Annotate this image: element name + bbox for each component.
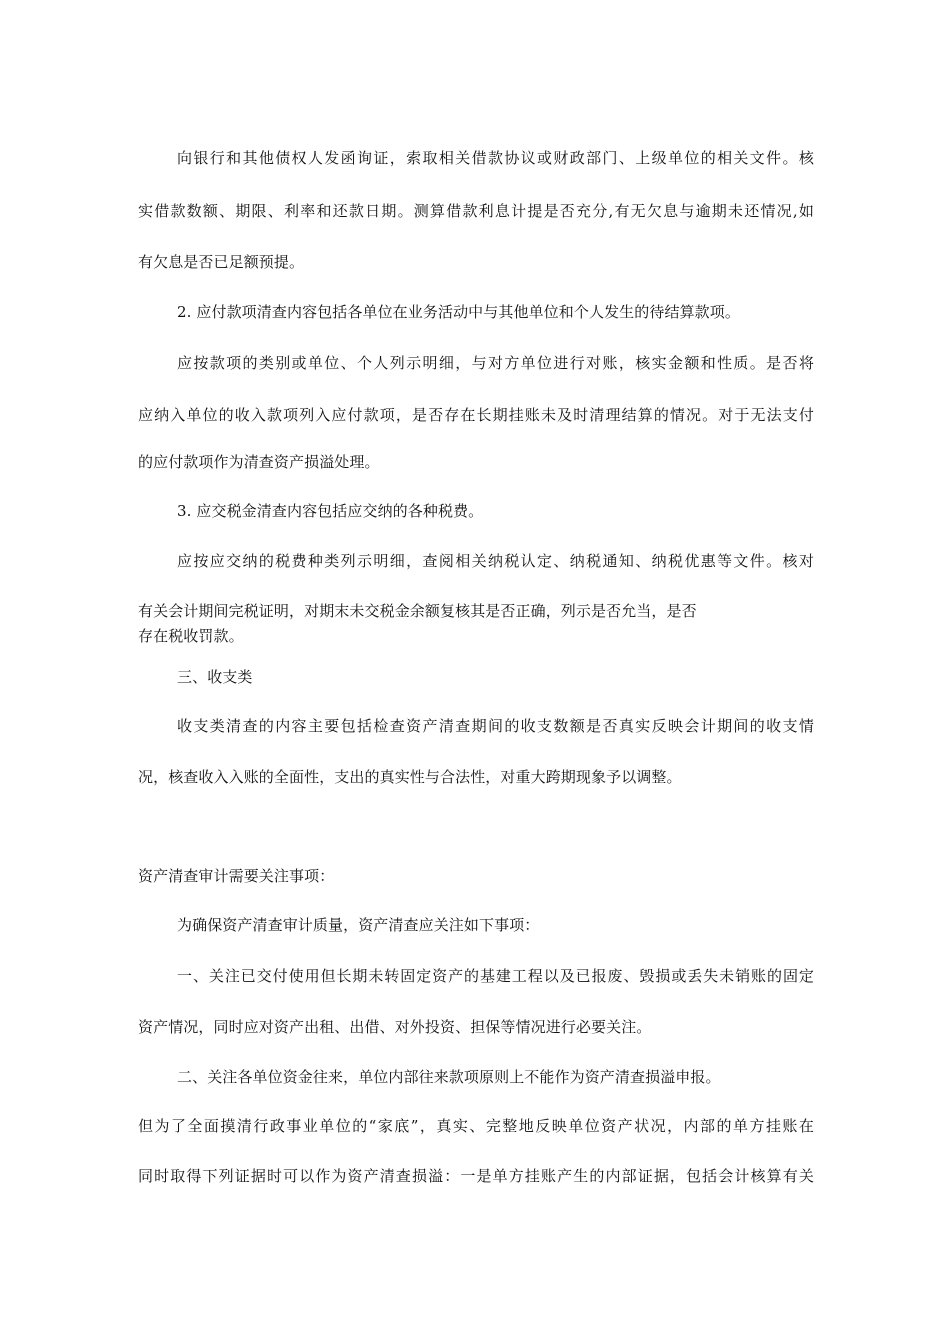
list-item-heading: 3. 应交税金清查内容包括应交纳的各种税费。 <box>177 502 484 520</box>
paragraph-line: 应按应交纳的税费种类列示明细，查阅相关纳税认定、纳税通知、纳税优惠等文件。核对 <box>177 552 814 570</box>
paragraph-line: 为确保资产清查审计质量，资产清查应关注如下事项： <box>177 916 540 934</box>
paragraph-line: 实借款数额、期限、利率和还款日期。测算借款利息计提是否充分,有无欠息与逾期未还情况,如 <box>138 202 814 220</box>
paragraph-line: 同时取得下列证据时可以作为资产清查损溢：一是单方挂账产生的内部证据，包括会计核算有关 <box>138 1167 814 1185</box>
paragraph-line: 二、关注各单位资金往来，单位内部往来款项原则上不能作为资产清查损溢申报。 <box>177 1068 721 1086</box>
paragraph-line: 应纳入单位的收入款项列入应付款项，是否存在长期挂账未及时清理结算的情况。对于无法支付 <box>138 406 814 424</box>
section-heading: 资产清查审计需要关注事项： <box>138 867 335 885</box>
paragraph-line: 收支类清查的内容主要包括检查资产清查期间的收支数额是否真实反映会计期间的收支情 <box>177 717 814 735</box>
paragraph-line: 的应付款项作为清查资产损溢处理。 <box>138 453 380 471</box>
paragraph-line: 向银行和其他债权人发函询证，索取相关借款协议或财政部门、上级单位的相关文件。核 <box>177 149 814 167</box>
paragraph-line: 但为了全面摸清行政事业单位的“家底”，真实、完整地反映单位资产状况，内部的单方挂账在 <box>138 1117 814 1135</box>
paragraph-line: 应按款项的类别或单位、个人列示明细，与对方单位进行对账，核实金额和性质。是否将 <box>177 354 814 372</box>
list-item-heading: 2. 应付款项清查内容包括各单位在业务活动中与其他单位和个人发生的待结算款项。 <box>177 303 740 321</box>
paragraph-line: 有关会计期间完税证明，对期末未交税金余额复核其是否正确，列示是否允当，是否 <box>138 602 697 620</box>
paragraph-line: 况，核查收入入账的全面性，支出的真实性与合法性，对重大跨期现象予以调整。 <box>138 768 682 786</box>
paragraph-line: 资产情况，同时应对资产出租、出借、对外投资、担保等情况进行必要关注。 <box>138 1018 652 1036</box>
paragraph-line: 存在税收罚款。 <box>138 627 244 645</box>
paragraph-line: 有欠息是否已足额预提。 <box>138 253 305 271</box>
section-heading: 三、收支类 <box>177 668 253 686</box>
paragraph-line: 一、关注已交付使用但长期未转固定资产的基建工程以及已报废、毁损或丢失未销账的固定 <box>177 967 814 985</box>
